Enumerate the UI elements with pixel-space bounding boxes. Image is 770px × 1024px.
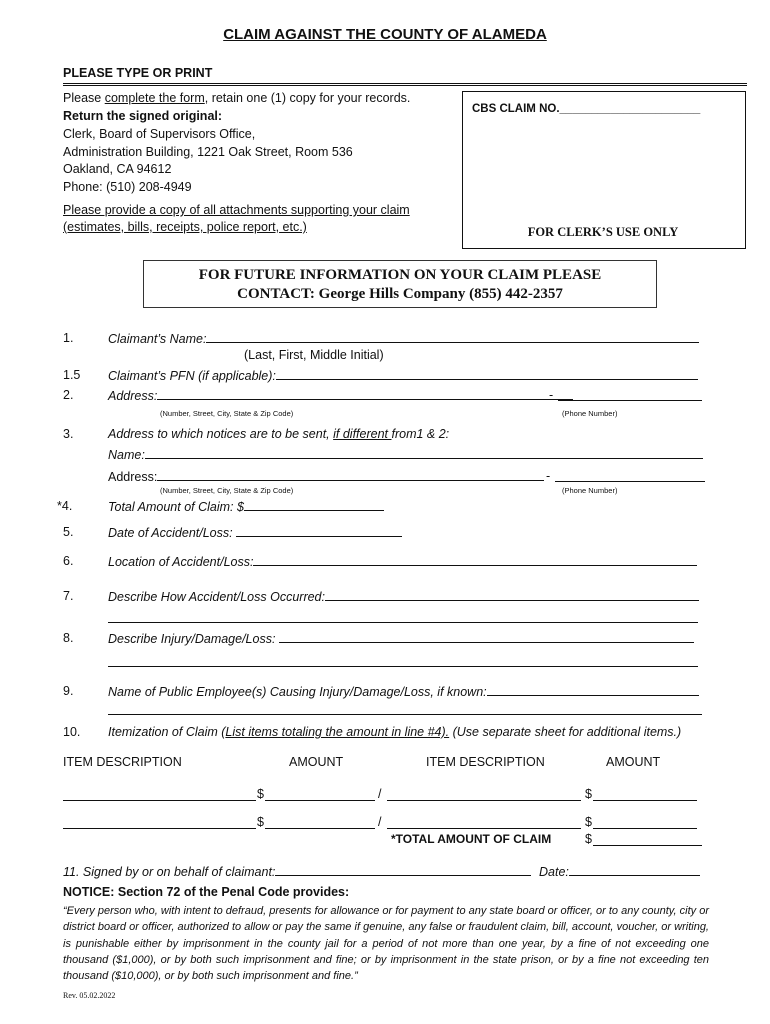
signature-label: 11. Signed by or on behalf of claimant: [63,865,276,879]
item-description-header-2: ITEM DESCRIPTION [426,755,545,769]
name-hint: (Last, First, Middle Initial) [244,348,384,362]
amount-header-2: AMOUNT [606,755,661,769]
signature-field[interactable] [63,864,531,879]
contact-line-1: FOR FUTURE INFORMATION ON YOUR CLAIM PLEASE [198,267,602,283]
type-or-print: PLEASE TYPE OR PRINT [63,66,213,80]
phone-line: Phone: (510) 208-4949 [63,180,192,194]
separator-slash: / [378,787,382,801]
if-different-text: if different [333,427,392,441]
amount-header-1: AMOUNT [289,755,344,769]
notice-pre: Address to which notices are to be sent, [108,427,334,441]
dash: - [549,388,554,402]
total-amount-label: Total Amount of Claim: $ [108,500,244,514]
signature-date-field[interactable] [539,864,700,879]
how-occurred-field[interactable] [108,589,699,604]
intro-line [63,91,410,105]
address-field[interactable] [108,388,573,403]
dollar-sign: $ [257,787,264,801]
notice-heading: NOTICE: Section 72 of the Penal Code provides: [63,885,350,899]
how-occurred-line-2[interactable] [108,610,698,623]
total-claim-label: *TOTAL AMOUNT OF CLAIM [391,832,552,846]
attachments-line-1: Please provide a copy of all attachments supporting your claim [63,203,410,217]
location-label: Location of Accident/Loss: [108,555,254,569]
form-title: CLAIM AGAINST THE COUNTY OF ALAMEDA [223,26,547,43]
itemization-pre: Itemization of Claim ( [108,725,226,739]
notice-address-field[interactable] [108,469,544,484]
item-number: 3. [63,427,74,441]
item-number: 8. [63,631,74,645]
total-amount-field[interactable] [108,499,384,514]
return-label: Return the signed original: [63,109,223,123]
item-number: 5. [63,525,74,539]
item-amount-2[interactable] [593,788,697,801]
item-amount-1[interactable] [265,788,375,801]
address-line-1: Clerk, Board of Supervisors Office, [63,127,256,141]
item-number: 10. [63,725,81,739]
item-desc-2[interactable] [387,788,581,801]
claimant-name-field[interactable] [108,331,699,346]
intro-post: , retain one (1) copy for your records. [204,91,411,105]
itemization-heading [108,725,681,739]
item-number: 2. [63,388,74,402]
item-amount-4[interactable] [593,816,697,829]
date-of-loss-label: Date of Accident/Loss: [108,526,233,540]
cbs-claim-no: CBS CLAIM NO.______________________ [472,103,701,115]
phone-hint: (Phone Number) [562,486,618,495]
phone-field[interactable] [558,388,702,401]
address-hint: (Number, Street, City, State & Zip Code) [160,409,294,418]
dollar-sign: $ [257,815,264,829]
notice-post: from1 & 2: [391,427,450,441]
phone-hint: (Phone Number) [562,409,618,418]
item-amount-3[interactable] [265,816,375,829]
pfn-label: Claimant’s PFN (if applicable): [108,369,276,383]
dollar-sign: $ [585,815,592,829]
injury-line-2[interactable] [108,654,698,667]
address-line-2: Administration Building, 1221 Oak Street, Room 536 [63,145,353,159]
item-number: 1.5 [63,368,81,382]
notice-text: “Every person who, with intent to defraud, presents for allowance or for payment to any state board or officer, or to any county, city or district board or officer, authorized to allow or pay the same if genuine, any false or fraudulent claim, bill, account, voucher, or writing, is punishable either by imprisonment in the county jail for a period of not more than one year, by a fine of not exceeding one thousand ($1,000), or by both such imprisonment and fine; or by imprisonment in the state prison, or by a fine not exceeding ten thousand ($10,000), or by both such imprisonment and fine.” [63,905,709,983]
notice-name-field[interactable] [108,447,703,462]
address-hint: (Number, Street, City, State & Zip Code) [160,486,294,495]
itemization-post: (Use separate sheet for additional items.) [449,725,682,739]
item-number: 9. [63,684,74,698]
item-number: 6. [63,554,74,568]
employee-label: Name of Public Employee(s) Causing Injury/Damage/Loss, if known: [108,685,487,699]
notice-name-label: Name: [108,448,145,462]
injury-label: Describe Injury/Damage/Loss: [108,632,276,646]
contact-line-2: CONTACT: George Hills Company (855) 442-2357 [237,286,563,302]
notice-address-heading [108,427,449,441]
injury-field[interactable] [108,631,694,646]
item-number: 1. [63,331,74,345]
total-claim-amount[interactable] [593,833,702,846]
signature-date-label: Date: [539,865,569,879]
item-desc-3[interactable] [63,816,256,829]
notice-phone-field[interactable] [555,469,705,482]
complete-form-text: complete the form [104,91,205,105]
notice-address-label: Address: [108,470,158,484]
attachments-line-2: (estimates, bills, receipts, police report, etc.) [63,220,307,234]
intro-pre: Please [63,91,105,105]
item-number: *4. [57,499,73,513]
date-of-loss-field[interactable] [108,525,402,540]
address-label: Address: [108,389,158,403]
pfn-field[interactable] [108,368,698,383]
location-field[interactable] [108,554,697,569]
revision-date: Rev. 05.02.2022 [63,991,116,1000]
item-description-header-1: ITEM DESCRIPTION [63,755,182,769]
item-desc-4[interactable] [387,816,581,829]
clerk-use-only: FOR CLERK’S USE ONLY [527,225,679,239]
claimant-name-label: Claimant’s Name: [108,332,207,346]
dash: - [546,469,551,483]
item-desc-1[interactable] [63,788,256,801]
dollar-sign: $ [585,787,592,801]
separator-slash: / [378,815,382,829]
header-rule [63,83,747,88]
employee-field[interactable] [108,684,699,699]
address-line-3: Oakland, CA 94612 [63,162,172,176]
employee-line-2[interactable] [108,702,702,715]
itemization-underlined: List items totaling the amount in line #4). [225,725,450,739]
dollar-sign: $ [585,832,592,846]
how-occurred-label: Describe How Accident/Loss Occurred: [108,590,325,604]
item-number: 7. [63,589,74,603]
